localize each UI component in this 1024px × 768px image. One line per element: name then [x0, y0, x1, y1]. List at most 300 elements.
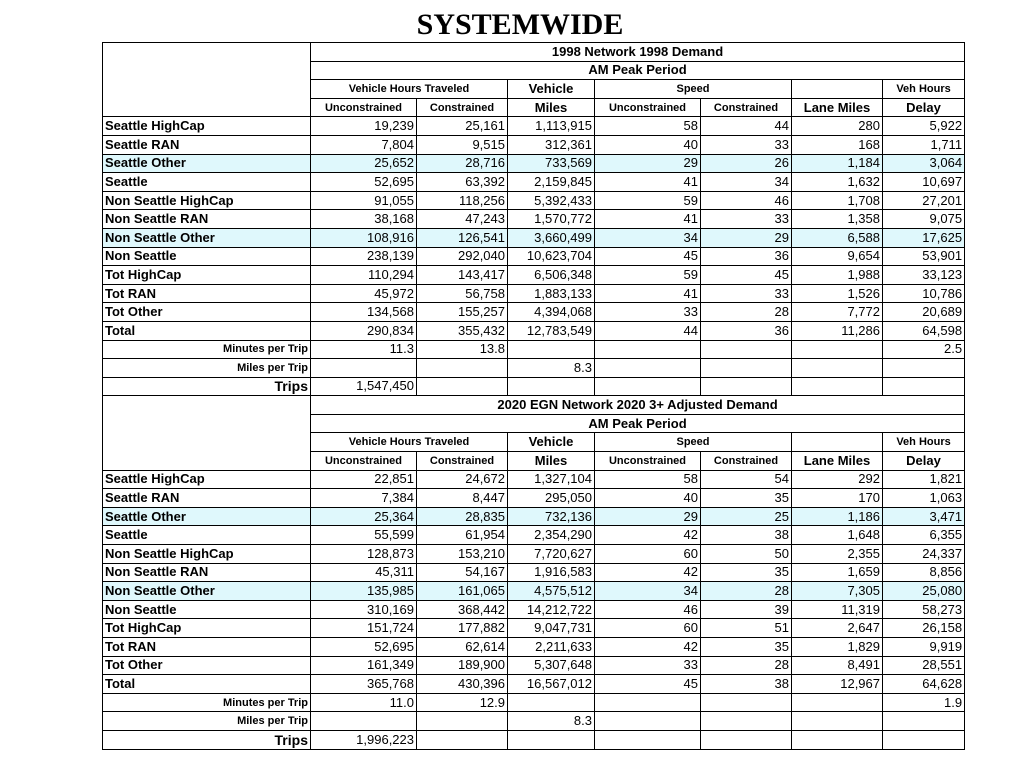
table-cell: 61,954	[417, 526, 508, 545]
header-vht-unconstrained: Unconstrained	[311, 98, 417, 117]
table-cell: 56,758	[417, 284, 508, 303]
table-row	[103, 210, 965, 229]
table-cell: 33	[595, 656, 701, 675]
table-cell: 5,922	[883, 117, 965, 136]
table-row	[103, 173, 965, 192]
table-cell: 1,711	[883, 135, 965, 154]
table-cell: 42	[595, 563, 701, 582]
table-cell: 41	[595, 284, 701, 303]
table-cell: 26	[701, 154, 792, 173]
row-label: Tot Other	[103, 303, 311, 322]
table-row	[103, 563, 965, 582]
table-cell: 238,139	[311, 247, 417, 266]
table-cell: 40	[595, 489, 701, 508]
table-cell: 33	[701, 135, 792, 154]
table-cell: 34	[701, 173, 792, 192]
table-cell: 11,319	[792, 600, 883, 619]
miles-cell	[595, 359, 701, 378]
table-cell: 12,967	[792, 675, 883, 694]
table-row	[103, 135, 965, 154]
table-cell: 27,201	[883, 191, 965, 210]
header-speed-constrained: Constrained	[701, 98, 792, 117]
minutes-cell	[508, 340, 595, 359]
table-cell: 1,063	[883, 489, 965, 508]
table-cell: 41	[595, 173, 701, 192]
table-cell: 34	[595, 582, 701, 601]
table-cell: 1,659	[792, 563, 883, 582]
table-row	[103, 117, 965, 136]
table-cell: 54,167	[417, 563, 508, 582]
table-cell: 35	[701, 489, 792, 508]
table-cell: 53,901	[883, 247, 965, 266]
miles-cell	[417, 359, 508, 378]
header-vhd-top: Veh Hours	[883, 433, 965, 452]
table-cell: 91,055	[311, 191, 417, 210]
trips-empty-cell	[595, 730, 701, 749]
table-cell: 10,623,704	[508, 247, 595, 266]
trips-empty-cell	[883, 377, 965, 396]
row-label: Non Seattle	[103, 600, 311, 619]
minutes-per-trip-row	[103, 693, 965, 712]
trips-label: Trips	[103, 730, 311, 749]
table-cell: 1,526	[792, 284, 883, 303]
corner-blank	[103, 80, 311, 99]
row-label: Tot RAN	[103, 638, 311, 657]
header-vm-top: Vehicle	[508, 80, 595, 99]
miles-cell: 8.3	[508, 712, 595, 731]
table-cell: 7,720,627	[508, 545, 595, 564]
table-cell: 33	[595, 303, 701, 322]
table-cell: 16,567,012	[508, 675, 595, 694]
table-cell: 44	[595, 321, 701, 340]
table-cell: 7,384	[311, 489, 417, 508]
table-cell: 295,050	[508, 489, 595, 508]
miles-cell	[701, 712, 792, 731]
table-cell: 10,786	[883, 284, 965, 303]
table-cell: 9,515	[417, 135, 508, 154]
minutes-cell	[701, 340, 792, 359]
table-cell: 1,186	[792, 507, 883, 526]
table-cell: 128,873	[311, 545, 417, 564]
row-label: Non Seattle Other	[103, 582, 311, 601]
trips-empty-cell	[417, 377, 508, 396]
table-cell: 45,311	[311, 563, 417, 582]
header-speed-unconstrained: Unconstrained	[595, 452, 701, 471]
table-cell: 35	[701, 563, 792, 582]
page-title: SYSTEMWIDE	[416, 8, 624, 41]
row-label: Seattle HighCap	[103, 117, 311, 136]
table-cell: 19,239	[311, 117, 417, 136]
table-cell: 33	[701, 284, 792, 303]
corner-blank	[103, 61, 311, 80]
miles-per-trip-label: Miles per Trip	[103, 712, 311, 731]
row-label: Non Seattle HighCap	[103, 191, 311, 210]
table-row	[103, 675, 965, 694]
miles-cell	[311, 712, 417, 731]
row-label: Non Seattle HighCap	[103, 545, 311, 564]
table-cell: 45	[595, 675, 701, 694]
row-label: Total	[103, 321, 311, 340]
table-cell: 5,392,433	[508, 191, 595, 210]
table-cell: 312,361	[508, 135, 595, 154]
miles-cell	[883, 359, 965, 378]
header-vm-bottom: Miles	[508, 98, 595, 117]
table-cell: 1,916,583	[508, 563, 595, 582]
header-speed-constrained: Constrained	[701, 452, 792, 471]
table-cell: 46	[701, 191, 792, 210]
table-cell: 35	[701, 638, 792, 657]
miles-cell	[417, 712, 508, 731]
table-cell: 51	[701, 619, 792, 638]
minutes-cell	[792, 693, 883, 712]
table-cell: 58	[595, 117, 701, 136]
trips-value: 1,547,450	[311, 377, 417, 396]
table-row	[103, 191, 965, 210]
table-cell: 11,286	[792, 321, 883, 340]
header-row-bottom	[103, 452, 965, 471]
table-cell: 20,689	[883, 303, 965, 322]
table-cell: 2,355	[792, 545, 883, 564]
table-row	[103, 656, 965, 675]
table-cell: 59	[595, 266, 701, 285]
table-cell: 1,327,104	[508, 470, 595, 489]
table-cell: 6,355	[883, 526, 965, 545]
table-cell: 4,575,512	[508, 582, 595, 601]
table-cell: 126,541	[417, 228, 508, 247]
table-cell: 26,158	[883, 619, 965, 638]
table-cell: 3,064	[883, 154, 965, 173]
table-row	[103, 545, 965, 564]
table-cell: 44	[701, 117, 792, 136]
trips-empty-cell	[508, 377, 595, 396]
corner-blank	[103, 396, 311, 415]
table-cell: 54	[701, 470, 792, 489]
table-cell: 8,856	[883, 563, 965, 582]
header-vhd-bottom: Delay	[883, 98, 965, 117]
table-row	[103, 247, 965, 266]
table-cell: 110,294	[311, 266, 417, 285]
table-cell: 161,065	[417, 582, 508, 601]
header-speed: Speed	[595, 433, 792, 452]
table-cell: 1,632	[792, 173, 883, 192]
header-speed: Speed	[595, 80, 792, 99]
table-cell: 8,447	[417, 489, 508, 508]
table-cell: 55,599	[311, 526, 417, 545]
table-row	[103, 266, 965, 285]
table-cell: 29	[595, 507, 701, 526]
row-label: Non Seattle Other	[103, 228, 311, 247]
table-cell: 58	[595, 470, 701, 489]
row-label: Non Seattle	[103, 247, 311, 266]
table-cell: 9,919	[883, 638, 965, 657]
table-cell: 50	[701, 545, 792, 564]
table-cell: 280	[792, 117, 883, 136]
row-label: Seattle RAN	[103, 135, 311, 154]
table-cell: 290,834	[311, 321, 417, 340]
table-cell: 732,136	[508, 507, 595, 526]
table-cell: 733,569	[508, 154, 595, 173]
table-cell: 64,628	[883, 675, 965, 694]
systemwide-table	[102, 42, 965, 750]
row-label: Total	[103, 675, 311, 694]
table-cell: 29	[701, 228, 792, 247]
table-cell: 28,551	[883, 656, 965, 675]
miles-cell: 8.3	[508, 359, 595, 378]
table-cell: 25,161	[417, 117, 508, 136]
table-cell: 24,337	[883, 545, 965, 564]
table-cell: 36	[701, 247, 792, 266]
table-cell: 9,654	[792, 247, 883, 266]
table-cell: 2,647	[792, 619, 883, 638]
table-cell: 1,708	[792, 191, 883, 210]
miles-per-trip-row	[103, 359, 965, 378]
corner-blank	[103, 452, 311, 471]
trips-empty-cell	[417, 730, 508, 749]
header-vht-constrained: Constrained	[417, 452, 508, 471]
trips-empty-cell	[883, 730, 965, 749]
table-cell: 42	[595, 638, 701, 657]
miles-cell	[792, 359, 883, 378]
table-cell: 28	[701, 303, 792, 322]
table-cell: 39	[701, 600, 792, 619]
header-speed-unconstrained: Unconstrained	[595, 98, 701, 117]
minutes-per-trip-label: Minutes per Trip	[103, 340, 311, 359]
table-cell: 7,804	[311, 135, 417, 154]
row-label: Tot RAN	[103, 284, 311, 303]
table-cell: 6,506,348	[508, 266, 595, 285]
header-vhd-top: Veh Hours	[883, 80, 965, 99]
miles-cell	[792, 712, 883, 731]
miles-per-trip-label: Miles per Trip	[103, 359, 311, 378]
corner-blank	[103, 43, 311, 62]
table-row	[103, 582, 965, 601]
table-cell: 45	[701, 266, 792, 285]
minutes-cell	[701, 693, 792, 712]
table-row	[103, 303, 965, 322]
table-cell: 25	[701, 507, 792, 526]
table-cell: 355,432	[417, 321, 508, 340]
table-cell: 430,396	[417, 675, 508, 694]
table-row	[103, 321, 965, 340]
minutes-cell	[508, 693, 595, 712]
trips-row	[103, 730, 965, 749]
table-cell: 29	[595, 154, 701, 173]
corner-blank	[103, 433, 311, 452]
table-cell: 33	[701, 210, 792, 229]
table-cell: 365,768	[311, 675, 417, 694]
table-cell: 62,614	[417, 638, 508, 657]
minutes-cell: 13.8	[417, 340, 508, 359]
miles-cell	[311, 359, 417, 378]
table-cell: 33,123	[883, 266, 965, 285]
table-cell: 153,210	[417, 545, 508, 564]
table-cell: 155,257	[417, 303, 508, 322]
table-cell: 170	[792, 489, 883, 508]
table-cell: 1,184	[792, 154, 883, 173]
table-cell: 22,851	[311, 470, 417, 489]
table-cell: 8,491	[792, 656, 883, 675]
row-label: Tot HighCap	[103, 619, 311, 638]
section-banner-row	[103, 43, 965, 62]
table-cell: 60	[595, 619, 701, 638]
table-cell: 47,243	[417, 210, 508, 229]
minutes-cell	[595, 693, 701, 712]
miles-cell	[595, 712, 701, 731]
table-cell: 10,697	[883, 173, 965, 192]
header-vht-unconstrained: Unconstrained	[311, 452, 417, 471]
table-cell: 60	[595, 545, 701, 564]
table-cell: 134,568	[311, 303, 417, 322]
trips-row	[103, 377, 965, 396]
row-label: Non Seattle RAN	[103, 210, 311, 229]
table-cell: 292	[792, 470, 883, 489]
table-cell: 6,588	[792, 228, 883, 247]
table-cell: 28,835	[417, 507, 508, 526]
table-cell: 34	[595, 228, 701, 247]
table-cell: 41	[595, 210, 701, 229]
table-row	[103, 507, 965, 526]
table-cell: 52,695	[311, 173, 417, 192]
table-cell: 1,821	[883, 470, 965, 489]
header-row-top	[103, 433, 965, 452]
header-vht: Vehicle Hours Traveled	[311, 80, 508, 99]
minutes-per-trip-label: Minutes per Trip	[103, 693, 311, 712]
table-cell: 40	[595, 135, 701, 154]
miles-per-trip-row	[103, 712, 965, 731]
table-cell: 1,883,133	[508, 284, 595, 303]
trips-value: 1,996,223	[311, 730, 417, 749]
table-row	[103, 228, 965, 247]
table-cell: 151,724	[311, 619, 417, 638]
table-cell: 42	[595, 526, 701, 545]
table-cell: 52,695	[311, 638, 417, 657]
table-cell: 9,075	[883, 210, 965, 229]
table-cell: 7,772	[792, 303, 883, 322]
table-row	[103, 284, 965, 303]
table-cell: 177,882	[417, 619, 508, 638]
minutes-cell: 2.5	[883, 340, 965, 359]
header-lane-miles: Lane Miles	[792, 452, 883, 471]
table-cell: 5,307,648	[508, 656, 595, 675]
table-row	[103, 619, 965, 638]
header-vhd-bottom: Delay	[883, 452, 965, 471]
table-cell: 1,829	[792, 638, 883, 657]
trips-empty-cell	[508, 730, 595, 749]
table-cell: 3,660,499	[508, 228, 595, 247]
table-cell: 1,358	[792, 210, 883, 229]
table-cell: 63,392	[417, 173, 508, 192]
table-cell: 36	[701, 321, 792, 340]
trips-empty-cell	[595, 377, 701, 396]
header-vht-constrained: Constrained	[417, 98, 508, 117]
section-period-row	[103, 414, 965, 433]
table-cell: 108,916	[311, 228, 417, 247]
miles-cell	[883, 712, 965, 731]
table-cell: 38,168	[311, 210, 417, 229]
table-row	[103, 600, 965, 619]
table-cell: 59	[595, 191, 701, 210]
table-cell: 1,113,915	[508, 117, 595, 136]
table-cell: 292,040	[417, 247, 508, 266]
table-cell: 64,598	[883, 321, 965, 340]
section-banner-row	[103, 396, 965, 415]
trips-label: Trips	[103, 377, 311, 396]
table-cell: 25,080	[883, 582, 965, 601]
trips-empty-cell	[701, 377, 792, 396]
table-cell: 14,212,722	[508, 600, 595, 619]
table-cell: 143,417	[417, 266, 508, 285]
table-cell: 38	[701, 526, 792, 545]
table-cell: 24,672	[417, 470, 508, 489]
table-cell: 189,900	[417, 656, 508, 675]
table-cell: 168	[792, 135, 883, 154]
table-row	[103, 154, 965, 173]
table-cell: 135,985	[311, 582, 417, 601]
row-label: Seattle RAN	[103, 489, 311, 508]
table-row	[103, 470, 965, 489]
row-label: Seattle	[103, 526, 311, 545]
table-cell: 1,988	[792, 266, 883, 285]
table-cell: 45,972	[311, 284, 417, 303]
table-cell: 1,648	[792, 526, 883, 545]
row-label: Seattle Other	[103, 507, 311, 526]
section-title: 1998 Network 1998 Demand	[311, 43, 965, 62]
minutes-cell: 11.3	[311, 340, 417, 359]
table-cell: 3,471	[883, 507, 965, 526]
table-row	[103, 489, 965, 508]
table-cell: 25,652	[311, 154, 417, 173]
minutes-cell	[792, 340, 883, 359]
row-label: Tot HighCap	[103, 266, 311, 285]
section-period: AM Peak Period	[311, 61, 965, 80]
corner-blank	[103, 98, 311, 117]
row-label: Seattle Other	[103, 154, 311, 173]
minutes-cell	[595, 340, 701, 359]
header-vht: Vehicle Hours Traveled	[311, 433, 508, 452]
minutes-cell: 11.0	[311, 693, 417, 712]
table-cell: 28,716	[417, 154, 508, 173]
header-vm-top: Vehicle	[508, 433, 595, 452]
table-cell: 58,273	[883, 600, 965, 619]
minutes-cell: 1.9	[883, 693, 965, 712]
trips-empty-cell	[792, 377, 883, 396]
table-cell: 2,211,633	[508, 638, 595, 657]
table-cell: 28	[701, 656, 792, 675]
table-cell: 1,570,772	[508, 210, 595, 229]
table-cell: 38	[701, 675, 792, 694]
miles-cell	[701, 359, 792, 378]
row-label: Seattle HighCap	[103, 470, 311, 489]
header-lane-blank	[792, 80, 883, 99]
table-row	[103, 526, 965, 545]
row-label: Tot Other	[103, 656, 311, 675]
header-lane-miles: Lane Miles	[792, 98, 883, 117]
row-label: Seattle	[103, 173, 311, 192]
section-period: AM Peak Period	[311, 414, 965, 433]
table-cell: 12,783,549	[508, 321, 595, 340]
table-cell: 2,159,845	[508, 173, 595, 192]
table-cell: 310,169	[311, 600, 417, 619]
trips-empty-cell	[701, 730, 792, 749]
table-cell: 2,354,290	[508, 526, 595, 545]
table-cell: 25,364	[311, 507, 417, 526]
table-row	[103, 638, 965, 657]
table-cell: 9,047,731	[508, 619, 595, 638]
table-cell: 368,442	[417, 600, 508, 619]
header-lane-blank	[792, 433, 883, 452]
table-cell: 46	[595, 600, 701, 619]
header-vm-bottom: Miles	[508, 452, 595, 471]
